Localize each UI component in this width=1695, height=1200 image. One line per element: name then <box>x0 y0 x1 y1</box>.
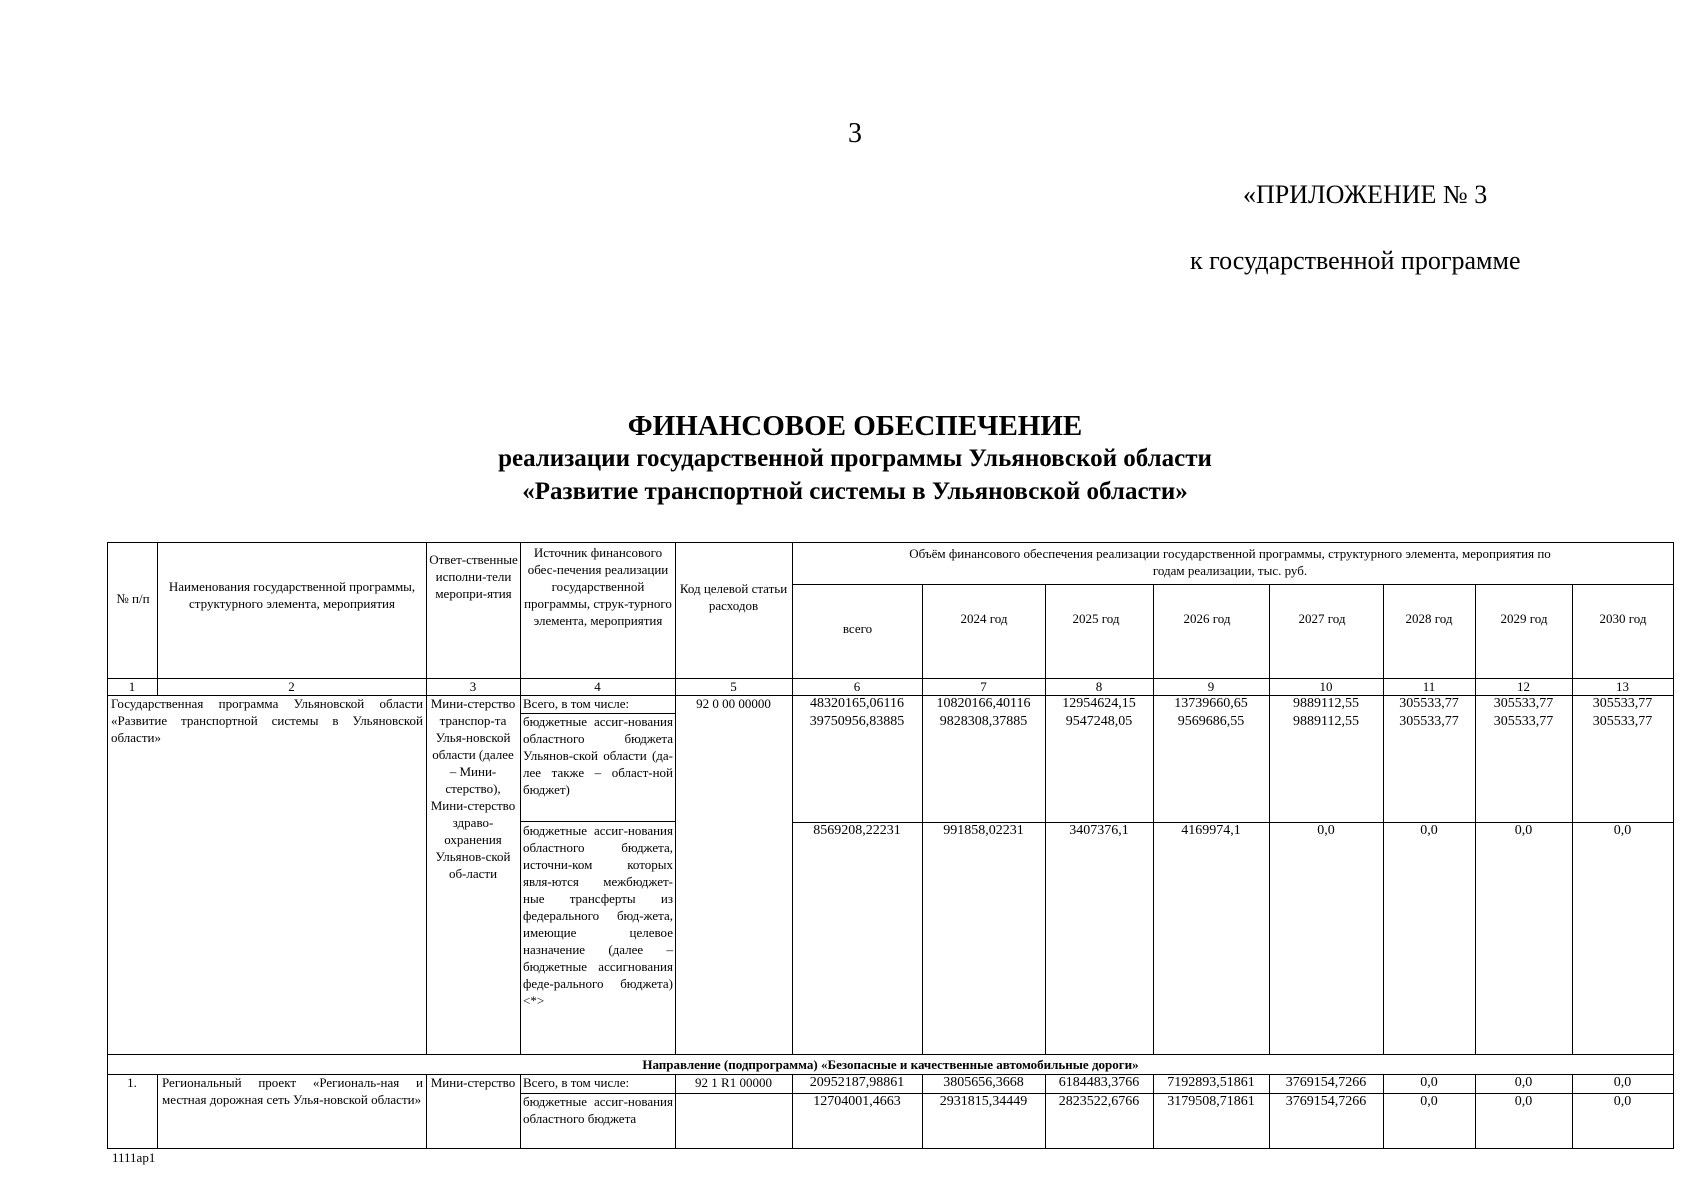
program-source-total: Всего, в том числе: <box>523 696 630 711</box>
project-total-2024: 3805656,3668 <box>943 1075 1024 1090</box>
project-regional-2027: 3769154,7266 <box>1285 1094 1367 1109</box>
column-number: 7 <box>980 679 987 694</box>
document-code: 1111ap1 <box>112 1150 156 1165</box>
header-source: Источник финансового обес-печения реализации государственной программы, струк-турного элемента, мероприятия <box>524 545 672 628</box>
program-total-2024: 10820166,40116 <box>936 696 1031 711</box>
program-federal-2026: 4169974,1 <box>1181 823 1241 838</box>
table-line <box>1383 584 1384 1054</box>
document-title: ФИНАНСОВОЕ ОБЕСПЕЧЕНИЕ <box>627 410 1083 442</box>
project-regional-2030: 0,0 <box>1613 1094 1632 1109</box>
program-regional-2030: 305533,77 <box>1592 714 1653 729</box>
program-regional-all: 39750956,83885 <box>809 714 905 729</box>
program-total-all: 48320165,06116 <box>810 696 904 711</box>
program-federal-all: 8569208,22231 <box>813 823 901 838</box>
program-regional-2024: 9828308,37885 <box>939 714 1028 729</box>
project-total-2029: 0,0 <box>1514 1075 1533 1090</box>
program-federal-2028: 0,0 <box>1420 823 1438 838</box>
project-total-2028: 0,0 <box>1420 1075 1438 1090</box>
table-line <box>922 584 923 1054</box>
column-number: 5 <box>730 679 737 694</box>
header-total: всего <box>842 621 873 636</box>
column-number: 9 <box>1207 679 1215 694</box>
program-code: 92 0 00 00000 <box>696 696 771 711</box>
table-line <box>1572 584 1573 1054</box>
project-regional-2024: 2931815,34449 <box>939 1094 1028 1109</box>
table-line <box>1475 584 1476 1054</box>
project-source-total: Всего, в том числе: <box>523 1075 630 1090</box>
project-executors: Мини-стерство <box>430 1075 516 1090</box>
document-subtitle-line2: «Развитие транспортной системы в Ульяновской области» <box>522 478 1188 505</box>
column-number: 2 <box>288 679 295 694</box>
program-regional-2026: 9569686,55 <box>1177 714 1245 729</box>
program-regional-2028: 305533,77 <box>1399 714 1459 729</box>
column-number: 12 <box>1517 679 1530 694</box>
header-year-2029: 2029 год <box>1500 611 1548 626</box>
appendix-title: «ПРИЛОЖЕНИЕ № 3 <box>1243 180 1488 209</box>
project-code: 92 1 R1 00000 <box>695 1075 772 1090</box>
table-line <box>520 542 521 1054</box>
project-total-2030: 0,0 <box>1613 1075 1632 1090</box>
program-executors: Мини-стерство транспор-та Улья-новской области (далее – Мини-стерство), Мини-стерство здраво-охранения Ульянов-ской об-ласти <box>430 696 516 881</box>
header-number: № п/п <box>116 591 150 606</box>
project-total-2026: 7192893,51861 <box>1167 1075 1255 1090</box>
column-number: 10 <box>1319 679 1333 694</box>
project-regional-2026: 3179508,71861 <box>1167 1094 1255 1109</box>
page-number: 3 <box>848 118 862 149</box>
program-federal-2027: 0,0 <box>1317 823 1335 838</box>
project-total-all: 20952187,98861 <box>809 1075 905 1090</box>
program-federal-2030: 0,0 <box>1613 823 1632 838</box>
header-year-2024: 2024 год <box>960 611 1008 626</box>
table-line <box>1045 584 1046 1054</box>
header-year-2027: 2027 год <box>1298 611 1346 626</box>
table-line <box>675 542 676 1054</box>
header-year-2028: 2028 год <box>1405 611 1453 626</box>
table-border-bottom <box>107 1148 1674 1149</box>
section-title: Направление (подпрограмма) «Безопасные и качественные автомобильные дороги» <box>642 1057 1139 1072</box>
header-name: Наименования государственной программы, структурного элемента, мероприятия <box>168 579 416 611</box>
appendix-subtitle: к государственной программе <box>1190 246 1521 275</box>
project-regional-all: 12704001,4663 <box>813 1094 901 1109</box>
table-line <box>157 542 158 695</box>
column-number: 6 <box>853 679 861 694</box>
program-total-2028: 305533,77 <box>1399 696 1459 711</box>
program-total-2026: 13739660,65 <box>1174 696 1248 711</box>
program-federal-2024: 991858,02231 <box>943 823 1024 838</box>
header-volume-group: Объём финансового обеспечения реализации государственной программы, структурного элемента, мероприятия по годам реализации, тыс. руб. <box>909 546 1551 578</box>
program-source-federal: бюджетные ассиг-нования областного бюджета, источни-ком которых явля-ются межбюджет-ные трансферты из федерального бюд-жета, имеющие целевое назначение (далее – бюджетные ассигнования феде-рального бюджета) <*> <box>523 823 673 1008</box>
column-number: 4 <box>594 679 601 694</box>
header-executors: Ответ-ственные исполни-тели меропри-ятия <box>429 552 518 601</box>
column-number: 1 <box>128 679 136 694</box>
table-line <box>1269 584 1270 1054</box>
table-line <box>1153 584 1154 1054</box>
column-number: 13 <box>1616 679 1629 694</box>
column-number: 3 <box>469 679 477 694</box>
project-regional-2025: 2823522,6766 <box>1058 1094 1140 1109</box>
table-line <box>157 1074 158 1148</box>
table-line <box>520 1074 521 1148</box>
program-regional-2027: 9889112,55 <box>1293 714 1359 729</box>
program-regional-2029: 305533,77 <box>1493 714 1554 729</box>
header-year-2030: 2030 год <box>1599 611 1647 626</box>
program-federal-2029: 0,0 <box>1514 823 1533 838</box>
program-regional-2025: 9547248,05 <box>1065 714 1133 729</box>
column-number: 11 <box>1422 679 1436 694</box>
project-regional-2029: 0,0 <box>1514 1094 1533 1109</box>
document-subtitle-line1: реализации государственной программы Ульяновской области <box>498 445 1212 472</box>
project-regional-2028: 0,0 <box>1420 1094 1438 1109</box>
table-border-top <box>107 542 1674 543</box>
program-name: Государственная программа Ульяновской области «Развитие транспортной системы в Ульяновской области» <box>111 696 423 745</box>
table-line <box>792 584 1674 585</box>
header-year-2025: 2025 год <box>1072 611 1120 626</box>
program-total-2025: 12954624,15 <box>1062 696 1136 711</box>
project-total-2027: 3769154,7266 <box>1285 1075 1367 1090</box>
column-number: 8 <box>1095 679 1103 694</box>
program-source-regional: бюджетные ассиг-нования областного бюджета Ульянов-ской области (да-лее также – област-ной бюджет) <box>523 714 673 797</box>
header-code: Код целевой статьи расходов <box>679 581 788 613</box>
program-total-2027: 9889112,55 <box>1293 696 1359 711</box>
project-source-regional: бюджетные ассиг-нования областного бюджета <box>523 1094 673 1126</box>
project-number: 1. <box>127 1075 137 1090</box>
program-total-2030: 305533,77 <box>1592 696 1653 711</box>
project-name: Региональный проект «Региональ-ная и местная дорожная сеть Улья-новской области» <box>162 1075 423 1107</box>
program-total-2029: 305533,77 <box>1493 696 1554 711</box>
header-year-2026: 2026 год <box>1183 611 1231 626</box>
table-line <box>792 542 793 1054</box>
project-total-2025: 6184483,3766 <box>1058 1075 1140 1090</box>
program-federal-2025: 3407376,1 <box>1069 823 1129 838</box>
